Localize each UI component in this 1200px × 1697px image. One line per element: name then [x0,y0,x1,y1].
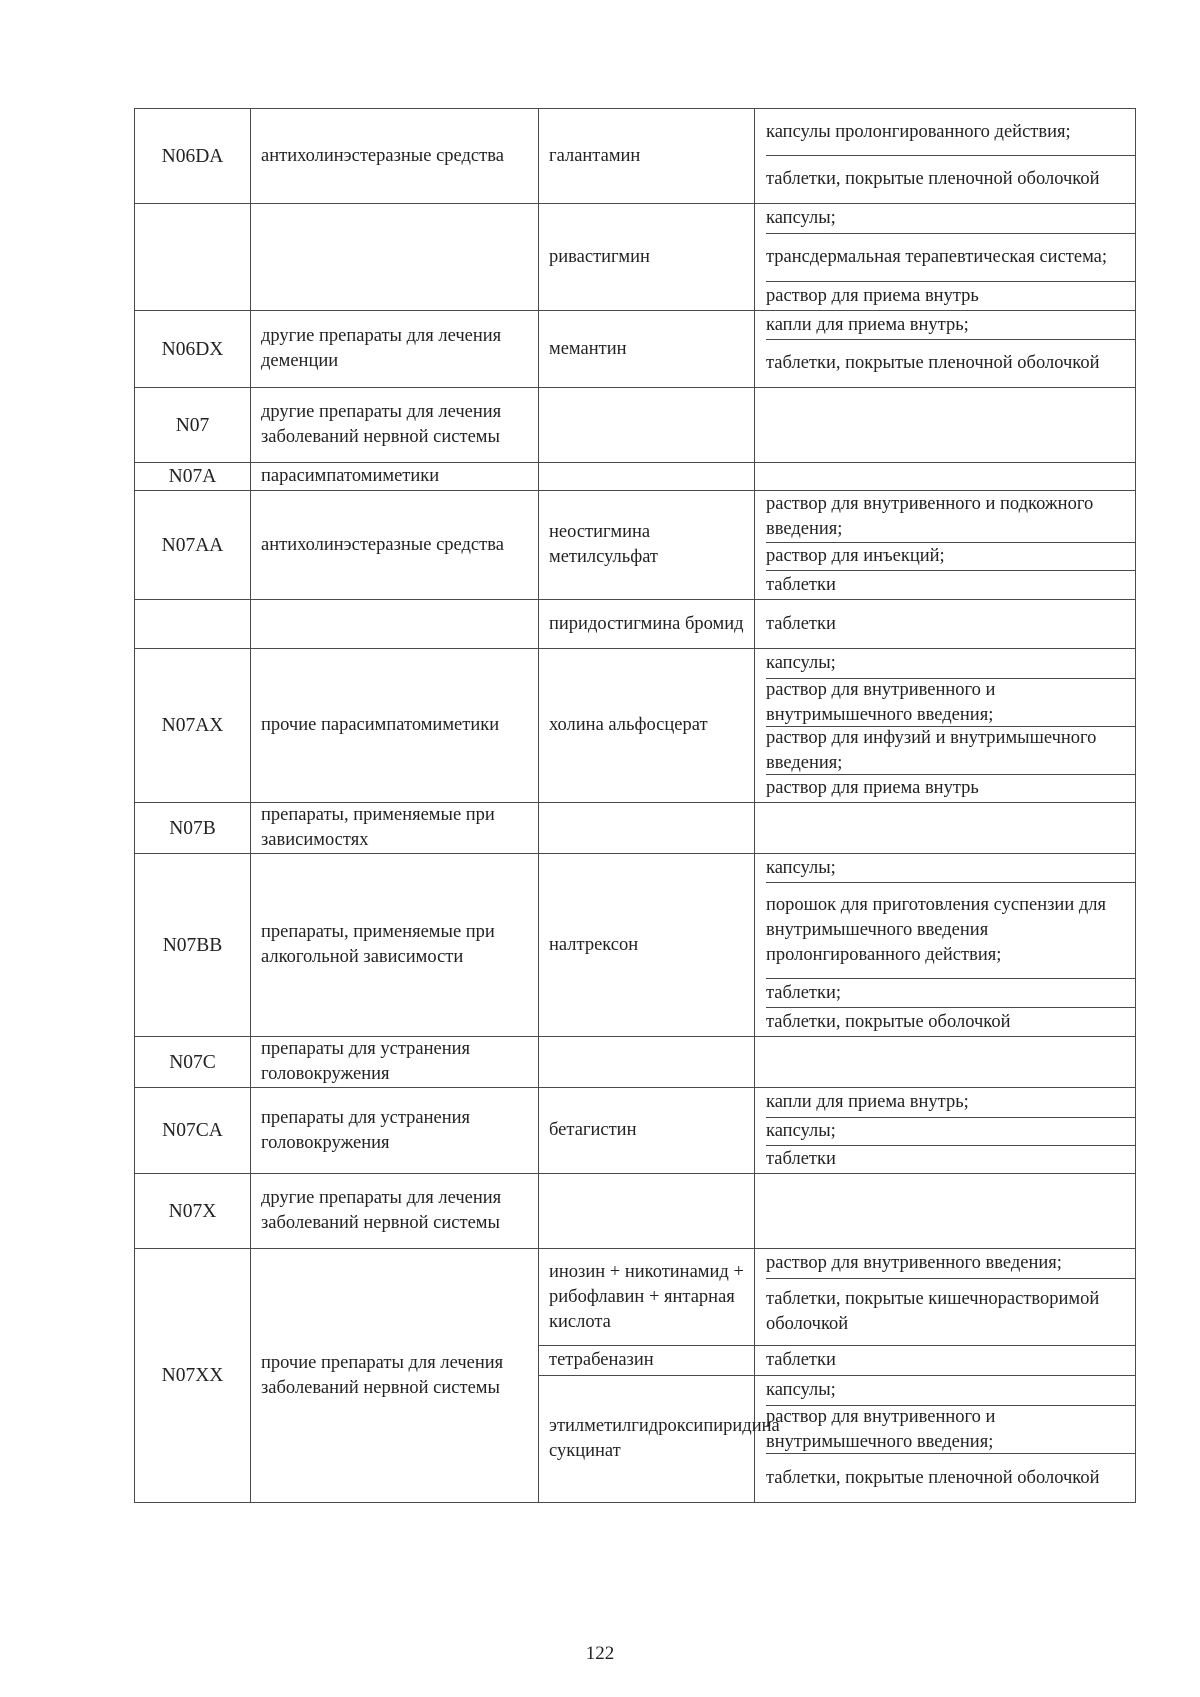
table-row [135,109,1136,204]
dosage-forms-cell [755,600,1136,649]
atc-code: N06DX [135,311,251,388]
table-row [135,649,1136,803]
atc-code [135,600,251,649]
dosage-forms-list [766,1376,1135,1502]
dosage-forms-list [766,491,1135,599]
atc-code: N07CA [135,1088,251,1174]
group-name: другие препараты для лечения деменции [251,311,539,388]
dosage-form: таблетки; [766,978,1135,1007]
dosage-forms-list [766,1249,1135,1345]
dosage-form: раствор для внутривенного и подкожного введения; [766,493,1094,539]
dosage-form: капсулы; [766,857,836,878]
dosage-form: раствор для внутривенного введения; [766,1253,1062,1273]
group-name: другие препараты для лечения заболеваний нервной системы [251,1174,539,1249]
table-row [135,491,1136,600]
drug-table [134,108,1136,1503]
dosage-forms-cell [755,1249,1136,1346]
dosage-forms-cell [755,463,1136,491]
atc-code: N07C [135,1037,251,1088]
dosage-forms-cell [755,204,1136,311]
dosage-forms-list [766,854,1135,1036]
atc-code: N07AA [135,491,251,600]
atc-code: N06DA [135,109,251,204]
group-name: препараты для устранения головокружения [251,1088,539,1174]
dosage-form: таблетки [766,1350,836,1370]
group-name [251,600,539,649]
dosage-forms-list [766,109,1135,203]
dosage-forms-list [766,204,1135,310]
group-name [251,204,539,311]
dosage-forms-cell [755,109,1136,204]
dosage-form: таблетки [766,613,836,634]
drug-table-body [135,109,1136,1503]
group-name: препараты для устранения головокружения [251,1037,539,1088]
dosage-forms-cell [755,649,1136,803]
dosage-form: порошок для приготовления суспензии для внутримышечного введения пролонгированного действия; [766,882,1135,978]
group-name: антихолинэстеразные средства [251,109,539,204]
substance-name: этилметилгидроксипиридина сукцинат [539,1376,755,1503]
table-row [135,1249,1136,1346]
dosage-form: раствор для внутривенного и внутримышечного введения; [766,1405,1135,1453]
dosage-form: раствор для приема внутрь [766,774,1135,802]
dosage-form: таблетки, покрытые пленочной оболочкой [766,155,1135,203]
dosage-form: раствор для инъекций; [766,542,1135,570]
dosage-forms-cell [755,1037,1136,1088]
dosage-form: капсулы; [766,1380,836,1400]
substance-name: тетрабеназин [539,1346,755,1376]
dosage-form: капли для приема внутрь; [766,1092,969,1112]
dosage-forms-cell [755,388,1136,463]
table-row [135,1088,1136,1174]
group-name: другие препараты для лечения заболеваний нервной системы [251,388,539,463]
substance-name: налтрексон [539,854,755,1037]
group-name: препараты, применяемые при алкогольной зависимости [251,854,539,1037]
atc-code: N07XX [135,1249,251,1503]
dosage-form: капсулы; [766,653,836,673]
group-name: прочие парасимпатомиметики [251,649,539,803]
group-name: парасимпатомиметики [251,463,539,491]
group-name: препараты, применяемые при зависимостях [251,803,539,854]
substance-name: неостигмина метилсульфат [539,491,755,600]
atc-code: N07X [135,1174,251,1249]
dosage-forms-list [766,1088,1135,1173]
dosage-form: капли для приема внутрь; [766,314,969,335]
atc-code: N07AX [135,649,251,803]
table-row [135,803,1136,854]
table-row [135,311,1136,388]
dosage-form: таблетки [766,570,1135,599]
substance-name [539,463,755,491]
dosage-form: таблетки, покрытые оболочкой [766,1007,1135,1036]
substance-name: мемантин [539,311,755,388]
dosage-form: таблетки [766,1145,1135,1173]
substance-name: бетагистин [539,1088,755,1174]
atc-code: N07 [135,388,251,463]
dosage-form: капсулы пролонгированного действия; [766,121,1071,142]
dosage-forms-cell [755,491,1136,600]
table-row [135,463,1136,491]
atc-code: N07A [135,463,251,491]
dosage-form: раствор для внутривенного и внутримышечного введения; [766,678,1135,726]
substance-name [539,1037,755,1088]
dosage-form: трансдермальная терапевтическая система; [766,233,1135,281]
group-name: антихолинэстеразные средства [251,491,539,600]
substance-name: ривастигмин [539,204,755,311]
table-row [135,204,1136,311]
dosage-form: таблетки, покрытые пленочной оболочкой [766,1453,1135,1502]
dosage-forms-cell [755,1376,1136,1503]
substance-name: инозин + никотинамид + рибофлавин + янтарная кислота [539,1249,755,1346]
table-row [135,600,1136,649]
table-row [135,388,1136,463]
dosage-forms-cell [755,854,1136,1037]
substance-name: холина альфосцерат [539,649,755,803]
substance-name [539,803,755,854]
dosage-forms-list [766,1346,1135,1375]
dosage-forms-list [766,311,1135,387]
dosage-forms-list [766,649,1135,802]
dosage-form: таблетки, покрытые пленочной оболочкой [766,339,1135,387]
dosage-forms-cell [755,1088,1136,1174]
substance-name [539,388,755,463]
dosage-form: раствор для приема внутрь [766,281,1135,310]
atc-code [135,204,251,311]
table-row [135,854,1136,1037]
atc-code: N07B [135,803,251,854]
substance-name: пиридостигмина бромид [539,600,755,649]
table-row [135,1037,1136,1088]
dosage-form: капсулы; [766,208,836,228]
group-name: прочие препараты для лечения заболеваний нервной системы [251,1249,539,1503]
dosage-forms-cell [755,1346,1136,1376]
dosage-forms-cell [755,1174,1136,1249]
table-row [135,1174,1136,1249]
substance-name: галантамин [539,109,755,204]
dosage-form: раствор для инфузий и внутримышечного введения; [766,726,1135,774]
dosage-forms-list [766,600,1135,648]
document-page [134,108,1136,1503]
dosage-form: капсулы; [766,1117,1135,1145]
atc-code: N07BB [135,854,251,1037]
dosage-form: таблетки, покрытые кишечнорастворимой оболочкой [766,1278,1135,1345]
dosage-forms-cell [755,803,1136,854]
page-number: 122 [585,1643,615,1664]
dosage-forms-cell [755,311,1136,388]
substance-name [539,1174,755,1249]
